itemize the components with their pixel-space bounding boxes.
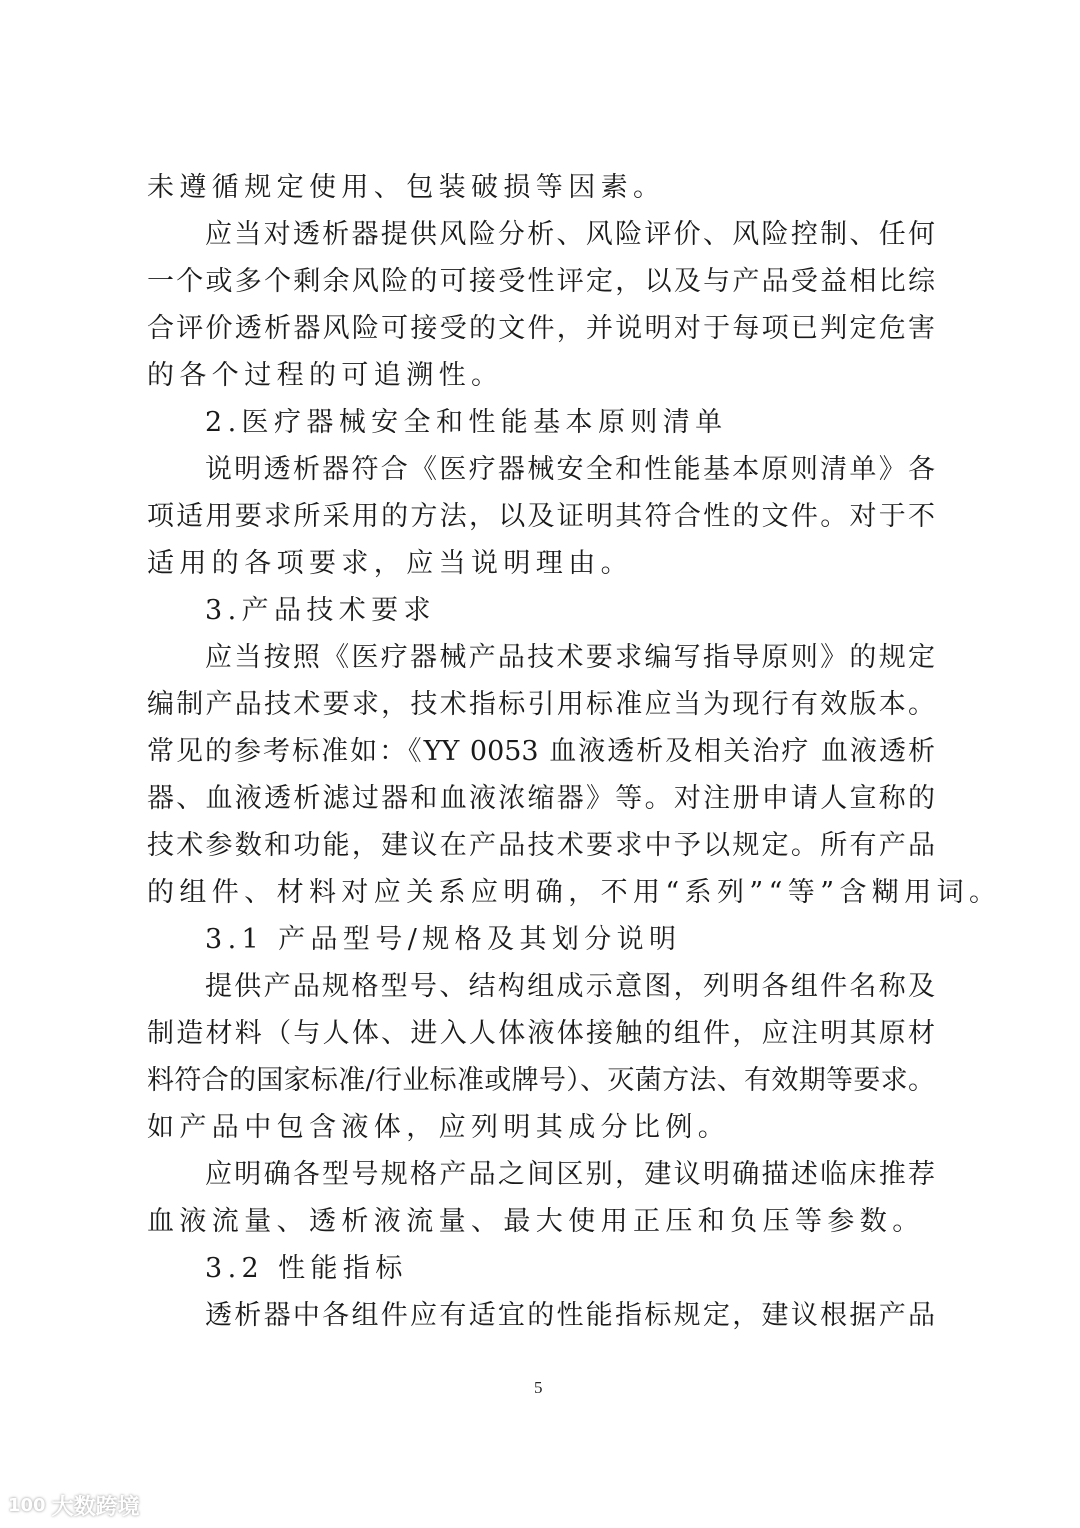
text-line: 未遵循规定使用、包装破损等因素。: [147, 172, 666, 203]
text-line: 合评价透析器风险可接受的文件，并说明对于每项已判定危害: [147, 313, 935, 344]
text-line: 2.医疗器械安全和性能基本原则清单: [205, 407, 728, 438]
text-line: 3.1 产品型号/规格及其划分说明: [205, 924, 682, 955]
watermark-logo-icon: 100: [8, 1495, 46, 1516]
text-line: 应当对透析器提供风险分析、风险评价、风险控制、任何: [205, 219, 935, 250]
text-line: 3.2 性能指标: [205, 1253, 408, 1284]
text-line: 血液流量、透析液流量、最大使用正压和负压等参数。: [147, 1206, 925, 1237]
text-line: 编制产品技术要求，技术指标引用标准应当为现行有效版本。: [147, 689, 935, 720]
text-line: 的组件、材料对应关系应明确，不用“系列”“等”含糊用词。: [147, 877, 1002, 908]
watermark-text: 大数跨境: [51, 1495, 140, 1520]
text-line: 项适用要求所采用的方法，以及证明其符合性的文件。对于不: [147, 501, 935, 532]
text-line: 说明透析器符合《医疗器械安全和性能基本原则清单》各: [205, 454, 935, 485]
text-line: 技术参数和功能，建议在产品技术要求中予以规定。所有产品: [147, 830, 935, 861]
text-line: 器、血液透析滤过器和血液浓缩器》等。对注册申请人宣称的: [147, 783, 935, 814]
text-line: 应明确各型号规格产品之间区别，建议明确描述临床推荐: [205, 1159, 935, 1190]
page-number: 5: [534, 1378, 543, 1397]
text-line: 提供产品规格型号、结构组成示意图，列明各组件名称及: [205, 971, 935, 1002]
text-line: 适用的各项要求，应当说明理由。: [147, 548, 633, 579]
text-line: 3.产品技术要求: [205, 595, 436, 626]
text-line: 如产品中包含液体，应列明其成分比例。: [147, 1112, 731, 1143]
text-line: 常见的参考标准如：《YY 0053 血液透析及相关治疗 血液透析: [147, 736, 935, 767]
text-line: 的各个过程的可追溯性。: [147, 360, 504, 391]
watermark: [8, 1490, 140, 1521]
text-line: 应当按照《医疗器械产品技术要求编写指导原则》的规定: [205, 642, 935, 673]
text-line: 料符合的国家标准/行业标准或牌号）、灭菌方法、有效期等要求。: [147, 1065, 935, 1096]
text-line: 透析器中各组件应有适宜的性能指标规定，建议根据产品: [205, 1300, 935, 1331]
text-line: 一个或多个剩余风险的可接受性评定，以及与产品受益相比综: [147, 266, 935, 297]
text-line: 制造材料（与人体、进入人体液体接触的组件，应注明其原材: [147, 1018, 935, 1049]
